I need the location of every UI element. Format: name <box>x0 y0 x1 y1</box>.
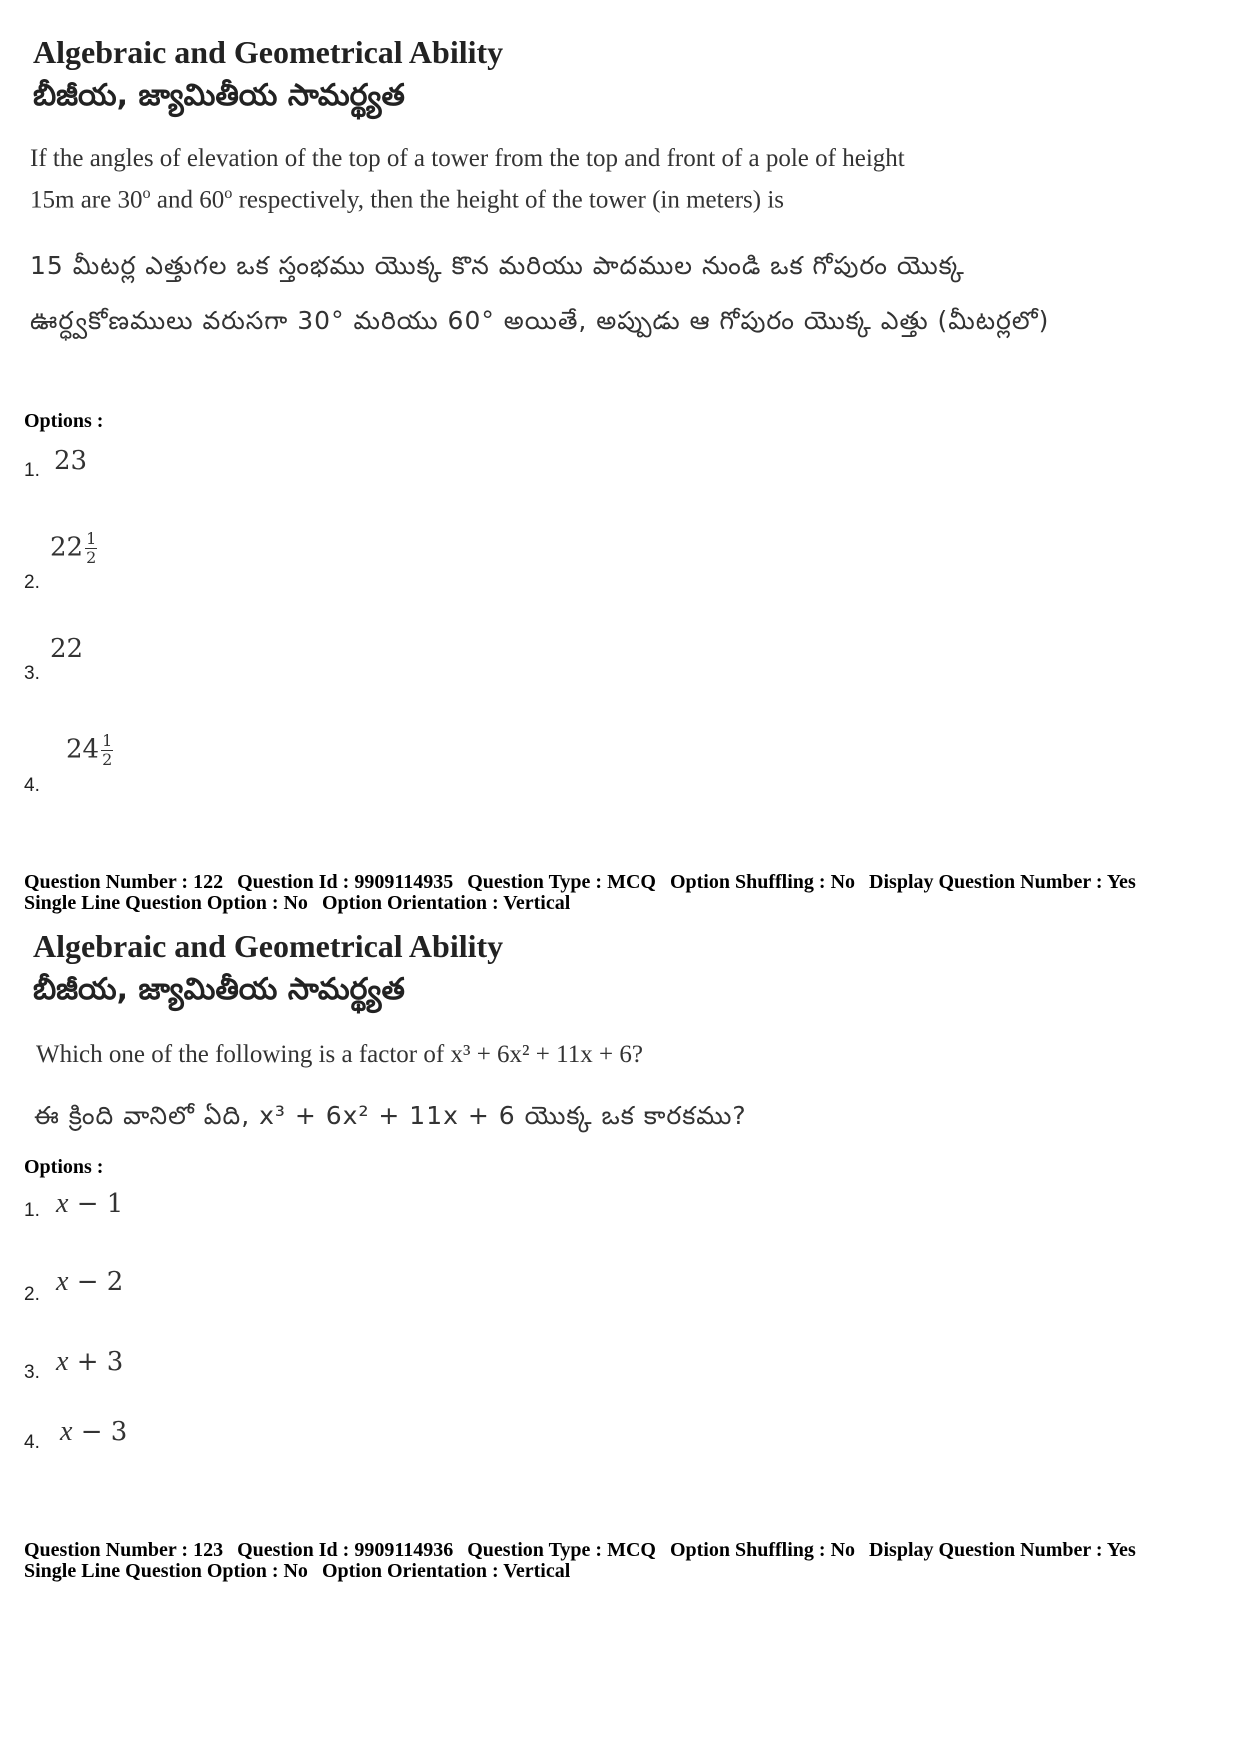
option-4-value[interactable] <box>60 1416 127 1448</box>
section-title-english: Algebraic and Geometrical Ability <box>33 928 504 964</box>
option-number: 2. <box>24 572 40 593</box>
meta-single-line-option: Single Line Question Option : No <box>24 1560 308 1582</box>
option-1-value[interactable] <box>54 446 87 476</box>
meta-question-type: Question Type : MCQ <box>467 871 656 893</box>
meta-option-shuffling: Option Shuffling : No <box>669 1539 856 1561</box>
option-whole: 23 <box>54 446 88 476</box>
option-4-value[interactable] <box>66 732 113 769</box>
option-number: 2. <box>24 1284 40 1305</box>
question-text-english <box>30 142 1150 217</box>
meta-line-2 <box>24 893 1150 914</box>
fraction-numerator: 1 <box>102 731 113 750</box>
meta-option-shuffling: Option Shuffling : No <box>669 871 856 893</box>
option-number: 3. <box>24 663 40 684</box>
degree-sup: o <box>224 184 233 202</box>
option-number: 1. <box>24 460 40 481</box>
options-label: Options : <box>24 410 104 432</box>
meta-question-id: Question Id : 9909114936 <box>237 1539 454 1561</box>
section-title-telugu: బీజీయ, జ్యామితీయ సామర్థ్యత <box>33 972 405 1007</box>
variable-x: x <box>60 1416 73 1447</box>
question-text-telugu: 15 మీటర్ల ఎత్తుగల ఒక స్తంభము యొక్క కొన మరియు పాదముల నుండి ఒక గోపురం యొక్క ఊర్ధ్వకోణములు వరుసగా 30° మరియు 60° అయితే, అప్పుడు ఆ గోపురం యొక్క ఎత్తు (మీటర్లలో) <box>30 251 1050 335</box>
fraction-numerator: 1 <box>86 529 97 548</box>
question-line-2a: 15m are 30 <box>30 186 143 214</box>
meta-option-orientation: Option Orientation : Vertical <box>321 1560 571 1582</box>
meta-question-number: Question Number : 122 <box>24 871 224 893</box>
variable-x: x <box>56 1188 69 1219</box>
option-1-value[interactable] <box>56 1188 123 1220</box>
question-text-telugu: ఈ క్రింది వానిలో ఏది, x³ + 6x² + 11x + 6 యొక్క ఒక కారకము? <box>34 1101 747 1130</box>
meta-option-orientation: Option Orientation : Vertical <box>321 892 571 914</box>
option-number: 4. <box>24 1432 40 1453</box>
meta-line-1 <box>24 872 1150 893</box>
fraction <box>101 732 113 769</box>
option-number: 4. <box>24 775 40 796</box>
option-expression: + 3 <box>68 1347 124 1377</box>
fraction-denominator: 2 <box>86 548 97 567</box>
meta-single-line-option: Single Line Question Option : No <box>24 892 308 914</box>
option-2-value[interactable] <box>50 530 97 567</box>
option-3-value[interactable] <box>56 1346 123 1378</box>
option-number: 3. <box>24 1362 40 1383</box>
degree-sup: o <box>142 184 151 202</box>
question-meta-122 <box>24 872 1150 914</box>
meta-question-number: Question Number : 123 <box>24 1539 224 1561</box>
option-whole: 22 <box>50 634 84 664</box>
option-expression: − 3 <box>72 1417 128 1447</box>
meta-question-type: Question Type : MCQ <box>467 1539 656 1561</box>
variable-x: x <box>56 1346 69 1377</box>
question-line-2e: respectively, then the height of the tower (in meters) is <box>232 186 785 214</box>
question-line-1: If the angles of elevation of the top of a tower from the top and front of a pole of height <box>30 145 905 172</box>
section-title-telugu: బీజీయ, జ్యామితీయ సామర్థ్యత <box>33 78 405 113</box>
question-line-2c: and 60 <box>150 186 225 214</box>
options-label: Options : <box>24 1156 104 1178</box>
question-meta-123 <box>24 1540 1150 1582</box>
fraction <box>85 530 97 567</box>
option-whole: 24 <box>66 734 100 765</box>
variable-x: x <box>56 1266 69 1297</box>
meta-question-id: Question Id : 9909114935 <box>237 871 454 893</box>
fraction-denominator: 2 <box>102 750 113 769</box>
option-3-value[interactable] <box>50 634 83 664</box>
meta-display-question-number: Display Question Number : Yes <box>869 1539 1136 1561</box>
meta-display-question-number: Display Question Number : Yes <box>869 871 1136 893</box>
option-expression: − 1 <box>68 1189 124 1219</box>
section-title-english: Algebraic and Geometrical Ability <box>33 34 504 70</box>
question-text-english: Which one of the following is a factor of x³ + 6x² + 11x + 6? <box>36 1041 643 1068</box>
option-2-value[interactable] <box>56 1266 123 1298</box>
option-whole: 22 <box>50 532 84 563</box>
meta-line-2 <box>24 1561 1150 1582</box>
option-number: 1. <box>24 1200 40 1221</box>
meta-line-1 <box>24 1540 1150 1561</box>
option-expression: − 2 <box>68 1267 124 1297</box>
